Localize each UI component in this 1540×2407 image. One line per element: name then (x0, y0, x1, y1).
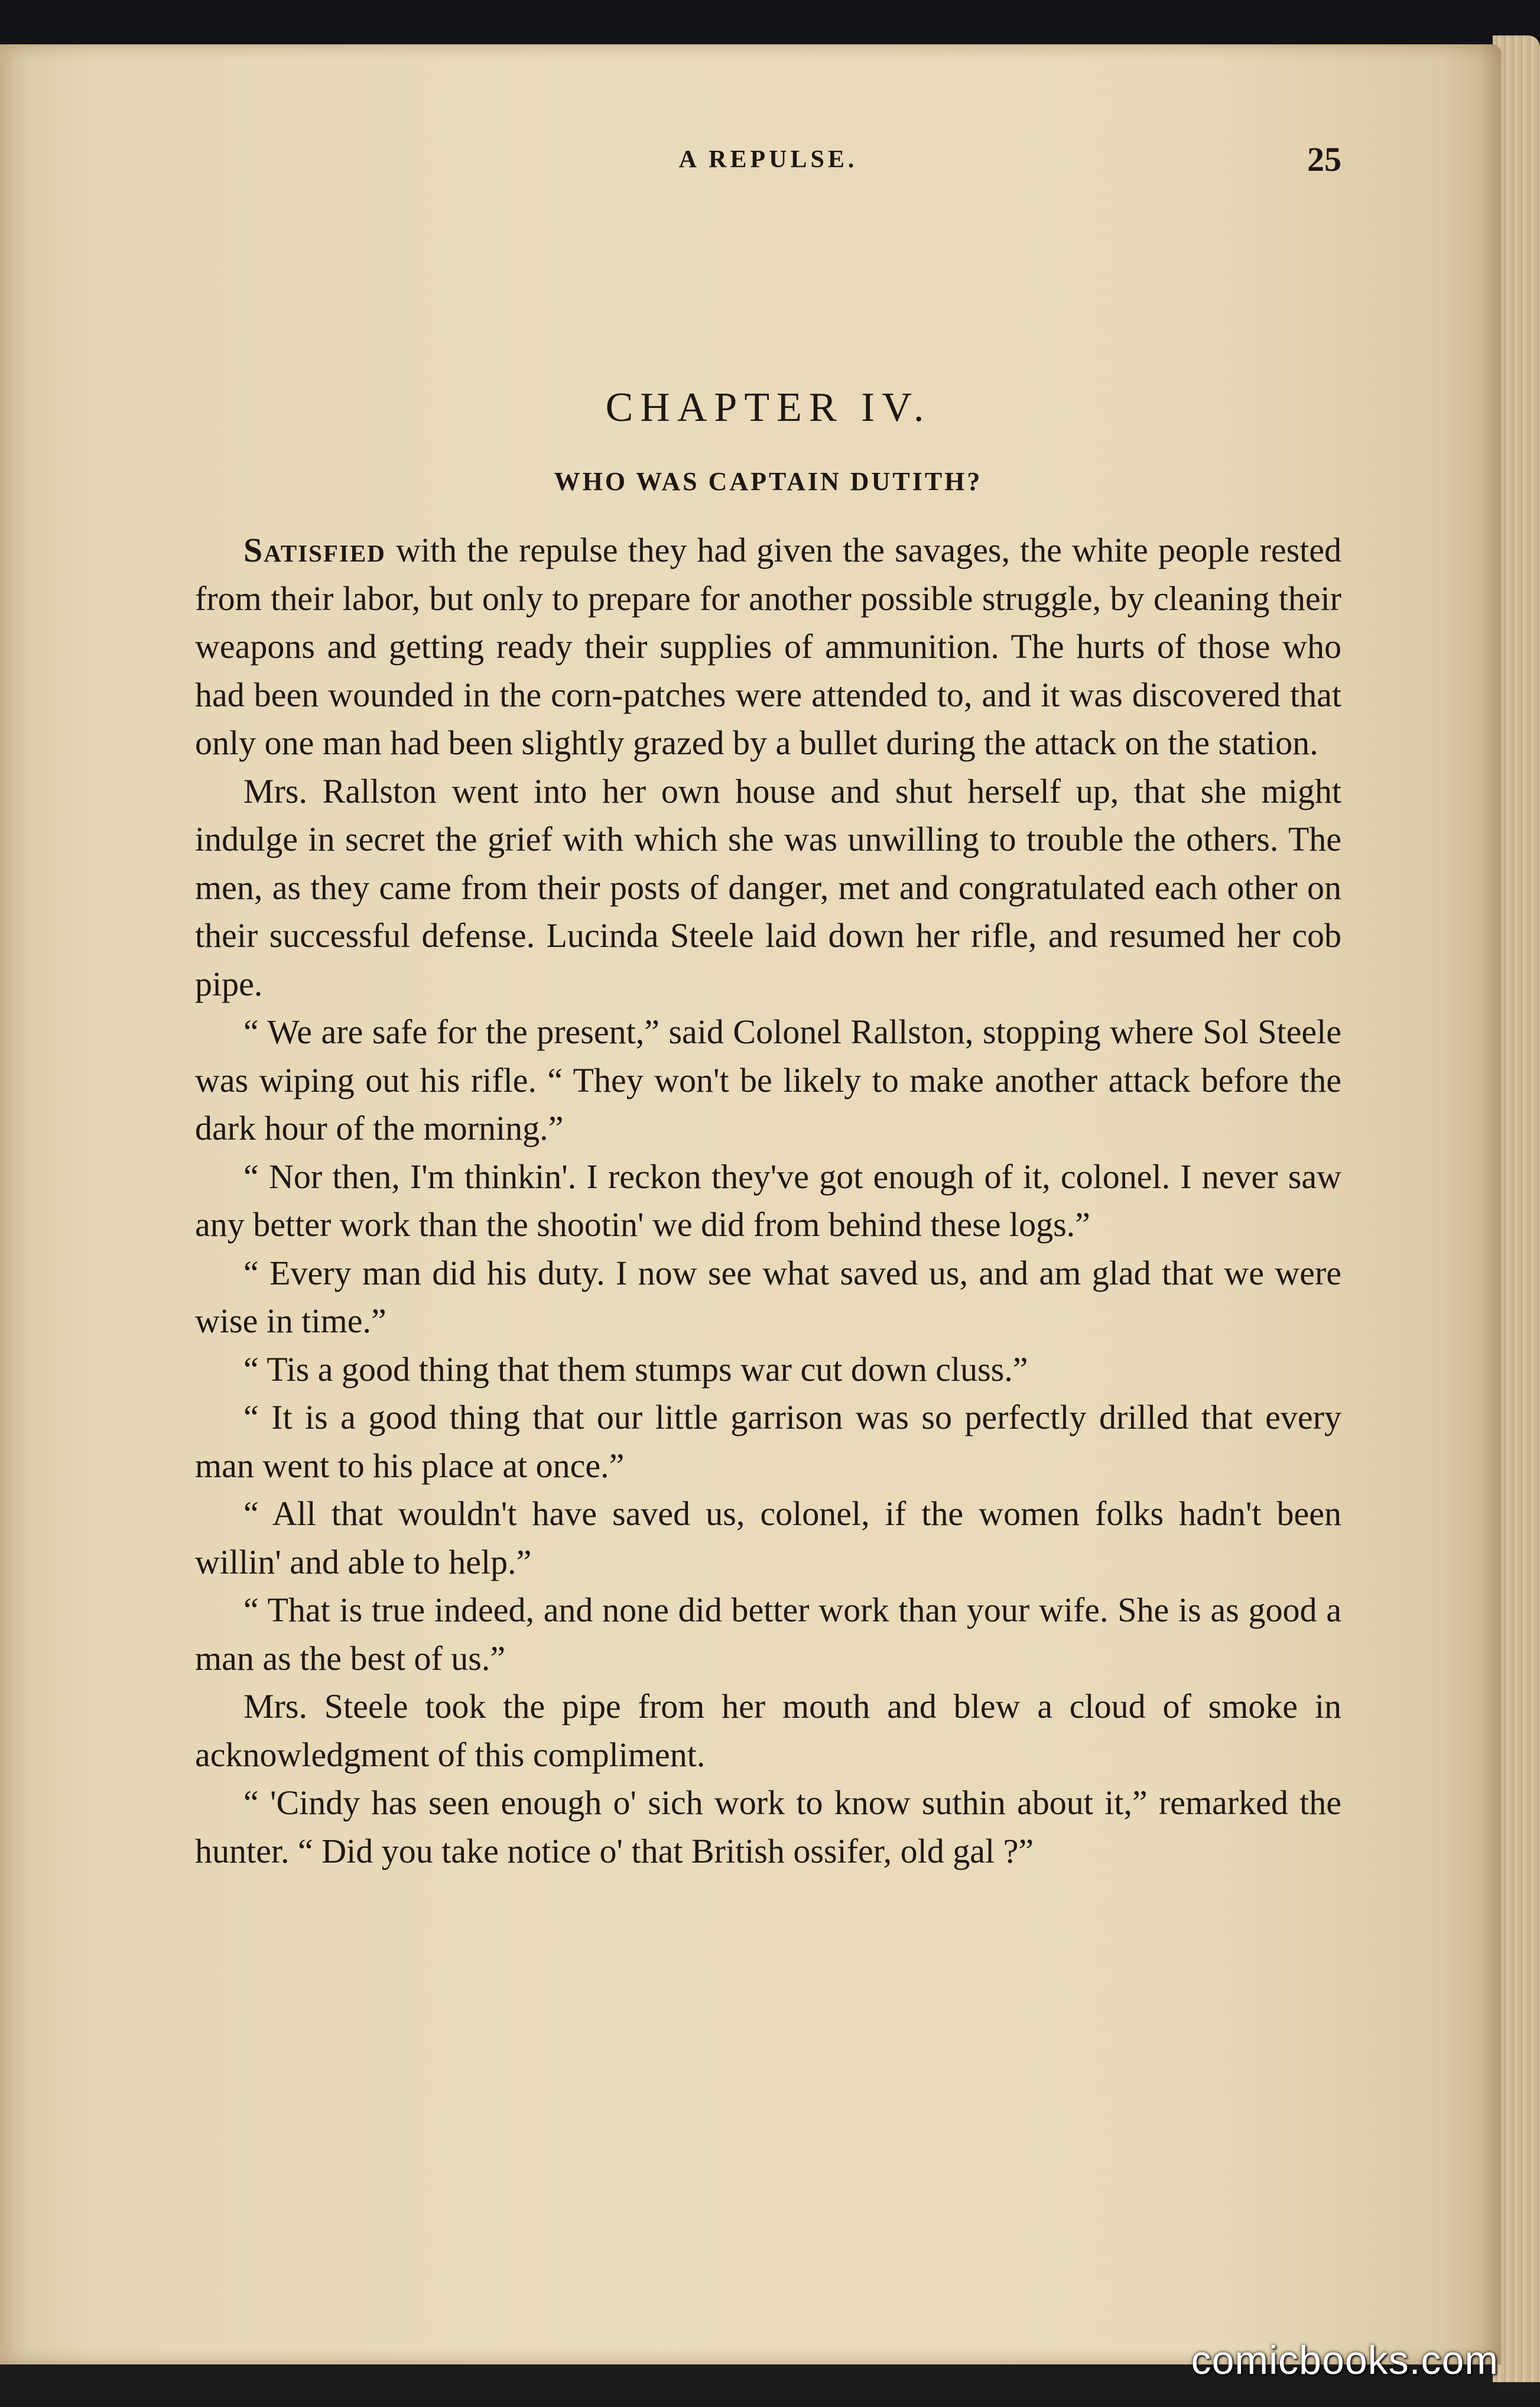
paragraph-lead: Satisfied (243, 531, 386, 569)
paragraph: “ All that wouldn't have saved us, colonel, if the women folks hadn't been willin' and able to help.” (195, 1494, 1341, 1581)
paragraph: “ That is true indeed, and none did better work than your wife. She is as good a man as the best of us.” (195, 1591, 1341, 1678)
running-header (195, 133, 1341, 186)
chapter-heading: CHAPTER IV. (605, 385, 931, 430)
paragraph (195, 526, 1341, 767)
scan-background-top (0, 0, 1540, 47)
paragraph: “ 'Cindy has seen enough o' sich work to know suthin about it,” remarked the hunter. “ Did you take notice o' that British ossifer, old gal ?” (195, 1783, 1341, 1870)
watermark: comicbooks.com (1191, 2338, 1499, 2383)
paragraph: “ It is a good thing that our little garrison was so perfectly drilled that every man went to his place at once.” (195, 1398, 1341, 1485)
paragraph: “ Nor then, I'm thinkin'. I reckon they've got enough of it, colonel. I never saw any better work than the shootin' we did from behind these logs.” (195, 1157, 1341, 1244)
running-title: A REPULSE. (678, 146, 858, 173)
paragraph: Mrs. Steele took the pipe from her mouth and blew a cloud of smoke in acknowledgment of this compliment. (195, 1687, 1341, 1774)
body-text (195, 526, 1341, 1875)
paragraph: “ Tis a good thing that them stumps war cut down cluss.” (243, 1350, 1028, 1389)
page-number: 25 (1307, 140, 1341, 179)
chapter-subtitle: WHO WAS CAPTAIN DUTITH? (554, 467, 983, 496)
paragraph-text: with the repulse they had given the savages, the white people rested from their labor, but only to prepare for another possible struggle, by cleaning their weapons and getting ready their supplies of ammunition. The hurts of those who had been wounded in the corn-patches were attended to, and it was discovered that only one man had been slightly grazed by a bullet during the attack on the station. (195, 531, 1341, 762)
paragraph: “ We are safe for the present,” said Colonel Rallston, stopping where Sol Steele was wiping out his rifle. “ They won't be likely to make another attack before the dark hour of the morning.” (195, 1013, 1341, 1147)
paragraph: Mrs. Rallston went into her own house and shut herself up, that she might indulge in secret the grief with which she was unwilling to trouble the others. The men, as they came from their posts of danger, met and congratulated each other on their successful defense. Lucinda Steele laid down her rifle, and resumed her cob pipe. (195, 771, 1341, 1003)
paragraph: “ Every man did his duty. I now see what saved us, and am glad that we were wise in time.” (195, 1253, 1341, 1340)
